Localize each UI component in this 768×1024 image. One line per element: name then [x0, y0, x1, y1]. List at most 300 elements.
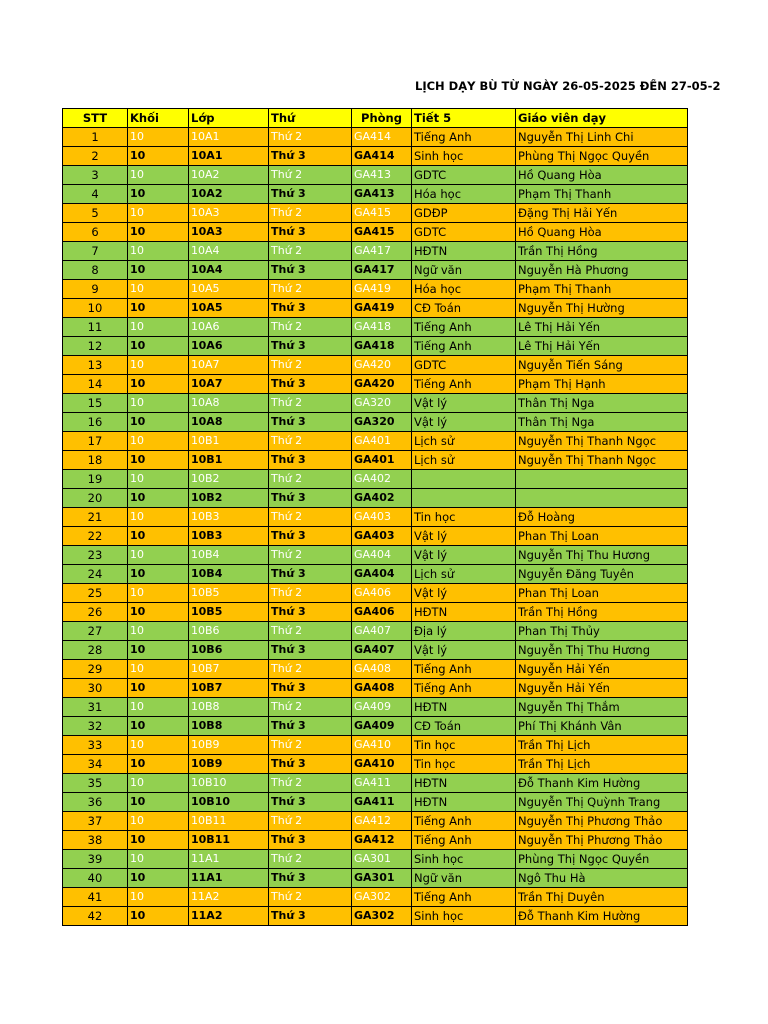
table-row [63, 432, 688, 451]
lop-cell: 11A1 [189, 850, 269, 869]
stt-cell: 37 [63, 812, 128, 831]
table-row [63, 128, 688, 147]
giao-vien-cell: Nguyễn Thị Thu Hương [516, 546, 688, 565]
thu-cell: Thứ 3 [269, 641, 352, 660]
tiet-cell: HĐTN [412, 603, 516, 622]
tiet-cell: Sinh học [412, 907, 516, 926]
phong-cell: GA410 [352, 755, 412, 774]
khoi-cell: 10 [128, 565, 189, 584]
thu-cell: Thứ 3 [269, 793, 352, 812]
khoi-cell: 10 [128, 527, 189, 546]
phong-cell: GA302 [352, 907, 412, 926]
tiet-cell: GDTC [412, 166, 516, 185]
phong-cell: GA301 [352, 850, 412, 869]
lop-cell: 10A4 [189, 261, 269, 280]
tiet-cell: Tiếng Anh [412, 812, 516, 831]
lop-cell: 10B11 [189, 812, 269, 831]
khoi-cell: 10 [128, 337, 189, 356]
stt-cell: 2 [63, 147, 128, 166]
khoi-cell: 10 [128, 166, 189, 185]
thu-cell: Thứ 3 [269, 223, 352, 242]
thu-cell: Thứ 3 [269, 451, 352, 470]
tiet-cell: Tiếng Anh [412, 375, 516, 394]
tiet-cell: Tiếng Anh [412, 679, 516, 698]
lop-cell: 10B9 [189, 755, 269, 774]
lop-cell: 10A5 [189, 280, 269, 299]
phong-cell: GA320 [352, 413, 412, 432]
lop-cell: 10A7 [189, 375, 269, 394]
tiet-cell: Tiếng Anh [412, 888, 516, 907]
table-row [63, 394, 688, 413]
stt-cell: 3 [63, 166, 128, 185]
table-row [63, 850, 688, 869]
tiet-cell: Sinh học [412, 850, 516, 869]
tiet-cell: Lịch sử [412, 432, 516, 451]
table-row [63, 451, 688, 470]
header-stt: STT [63, 109, 128, 128]
phong-cell: GA402 [352, 470, 412, 489]
table-row [63, 660, 688, 679]
page-title: LỊCH DẠY BÙ TỪ NGÀY 26-05-2025 ĐẾN 27-05-2 [415, 79, 721, 93]
table-header-row [63, 109, 688, 128]
khoi-cell: 10 [128, 261, 189, 280]
lop-cell: 11A2 [189, 888, 269, 907]
khoi-cell: 10 [128, 413, 189, 432]
table-row [63, 755, 688, 774]
lop-cell: 11A2 [189, 907, 269, 926]
table-row [63, 318, 688, 337]
tiet-cell: CĐ Toán [412, 717, 516, 736]
phong-cell: GA413 [352, 185, 412, 204]
phong-cell: GA411 [352, 774, 412, 793]
lop-cell: 10B10 [189, 774, 269, 793]
stt-cell: 13 [63, 356, 128, 375]
thu-cell: Thứ 3 [269, 717, 352, 736]
tiet-cell: Sinh học [412, 147, 516, 166]
table-row [63, 869, 688, 888]
table-row [63, 546, 688, 565]
lop-cell: 10B2 [189, 489, 269, 508]
stt-cell: 11 [63, 318, 128, 337]
lop-cell: 10A6 [189, 318, 269, 337]
thu-cell: Thứ 2 [269, 128, 352, 147]
thu-cell: Thứ 3 [269, 679, 352, 698]
giao-vien-cell: Phạm Thị Hạnh [516, 375, 688, 394]
phong-cell: GA420 [352, 356, 412, 375]
khoi-cell: 10 [128, 641, 189, 660]
phong-cell: GA402 [352, 489, 412, 508]
tiet-cell: Tin học [412, 755, 516, 774]
thu-cell: Thứ 2 [269, 698, 352, 717]
table-row [63, 774, 688, 793]
lop-cell: 10A4 [189, 242, 269, 261]
tiet-cell: Địa lý [412, 622, 516, 641]
thu-cell: Thứ 3 [269, 907, 352, 926]
khoi-cell: 10 [128, 907, 189, 926]
lop-cell: 10A2 [189, 185, 269, 204]
table-row [63, 565, 688, 584]
khoi-cell: 10 [128, 660, 189, 679]
khoi-cell: 10 [128, 280, 189, 299]
khoi-cell: 10 [128, 394, 189, 413]
phong-cell: GA411 [352, 793, 412, 812]
tiet-cell: Tiếng Anh [412, 831, 516, 850]
giao-vien-cell: Đỗ Hoàng [516, 508, 688, 527]
lop-cell: 11A1 [189, 869, 269, 888]
phong-cell: GA407 [352, 622, 412, 641]
khoi-cell: 10 [128, 546, 189, 565]
lop-cell: 10A3 [189, 204, 269, 223]
thu-cell: Thứ 3 [269, 375, 352, 394]
lop-cell: 10B7 [189, 679, 269, 698]
table-row [63, 527, 688, 546]
lop-cell: 10B2 [189, 470, 269, 489]
khoi-cell: 10 [128, 128, 189, 147]
stt-cell: 26 [63, 603, 128, 622]
table-row [63, 907, 688, 926]
thu-cell: Thứ 2 [269, 470, 352, 489]
lop-cell: 10B6 [189, 622, 269, 641]
phong-cell: GA417 [352, 261, 412, 280]
stt-cell: 18 [63, 451, 128, 470]
stt-cell: 39 [63, 850, 128, 869]
thu-cell: Thứ 2 [269, 622, 352, 641]
giao-vien-cell [516, 470, 688, 489]
giao-vien-cell: Đặng Thị Hải Yến [516, 204, 688, 223]
phong-cell: GA320 [352, 394, 412, 413]
phong-cell: GA302 [352, 888, 412, 907]
tiet-cell: GDTC [412, 223, 516, 242]
thu-cell: Thứ 3 [269, 755, 352, 774]
giao-vien-cell: Nguyễn Thị Thanh Ngọc [516, 451, 688, 470]
table-row [63, 223, 688, 242]
phong-cell: GA417 [352, 242, 412, 261]
table-row [63, 888, 688, 907]
phong-cell: GA401 [352, 451, 412, 470]
khoi-cell: 10 [128, 812, 189, 831]
phong-cell: GA408 [352, 679, 412, 698]
table-row [63, 736, 688, 755]
stt-cell: 12 [63, 337, 128, 356]
stt-cell: 19 [63, 470, 128, 489]
tiet-cell: Lịch sử [412, 451, 516, 470]
table-row [63, 622, 688, 641]
giao-vien-cell: Phan Thị Loan [516, 584, 688, 603]
khoi-cell: 10 [128, 451, 189, 470]
tiet-cell: Vật lý [412, 394, 516, 413]
khoi-cell: 10 [128, 223, 189, 242]
khoi-cell: 10 [128, 717, 189, 736]
thu-cell: Thứ 3 [269, 565, 352, 584]
stt-cell: 29 [63, 660, 128, 679]
table-row [63, 242, 688, 261]
khoi-cell: 10 [128, 679, 189, 698]
table-row [63, 508, 688, 527]
giao-vien-cell: Nguyễn Thị Hường [516, 299, 688, 318]
giao-vien-cell: Nguyễn Hà Phương [516, 261, 688, 280]
stt-cell: 27 [63, 622, 128, 641]
thu-cell: Thứ 3 [269, 337, 352, 356]
giao-vien-cell: Nguyễn Thị Phương Thảo [516, 831, 688, 850]
table-row [63, 299, 688, 318]
thu-cell: Thứ 3 [269, 869, 352, 888]
tiet-cell: Tiếng Anh [412, 318, 516, 337]
stt-cell: 20 [63, 489, 128, 508]
khoi-cell: 10 [128, 793, 189, 812]
giao-vien-cell: Nguyễn Tiến Sáng [516, 356, 688, 375]
stt-cell: 31 [63, 698, 128, 717]
tiet-cell: Tiếng Anh [412, 337, 516, 356]
table-row [63, 793, 688, 812]
thu-cell: Thứ 2 [269, 812, 352, 831]
lop-cell: 10A6 [189, 337, 269, 356]
tiet-cell: Tin học [412, 736, 516, 755]
table-row [63, 185, 688, 204]
tiet-cell: Ngữ văn [412, 869, 516, 888]
table-row [63, 717, 688, 736]
lop-cell: 10B5 [189, 584, 269, 603]
phong-cell: GA404 [352, 565, 412, 584]
stt-cell: 6 [63, 223, 128, 242]
lop-cell: 10A1 [189, 147, 269, 166]
table-row [63, 470, 688, 489]
table-row [63, 831, 688, 850]
phong-cell: GA410 [352, 736, 412, 755]
khoi-cell: 10 [128, 508, 189, 527]
phong-cell: GA419 [352, 280, 412, 299]
phong-cell: GA409 [352, 717, 412, 736]
table-row [63, 337, 688, 356]
lop-cell: 10B1 [189, 451, 269, 470]
giao-vien-cell: Phan Thị Loan [516, 527, 688, 546]
lop-cell: 10A8 [189, 394, 269, 413]
phong-cell: GA418 [352, 337, 412, 356]
phong-cell: GA415 [352, 223, 412, 242]
lop-cell: 10B10 [189, 793, 269, 812]
stt-cell: 28 [63, 641, 128, 660]
lop-cell: 10A1 [189, 128, 269, 147]
tiet-cell: Ngữ văn [412, 261, 516, 280]
giao-vien-cell [516, 489, 688, 508]
thu-cell: Thứ 3 [269, 299, 352, 318]
schedule-table [62, 108, 688, 926]
giao-vien-cell: Trần Thị Hồng [516, 603, 688, 622]
table-row [63, 641, 688, 660]
thu-cell: Thứ 2 [269, 356, 352, 375]
tiet-cell [412, 489, 516, 508]
giao-vien-cell: Nguyễn Đăng Tuyên [516, 565, 688, 584]
thu-cell: Thứ 2 [269, 584, 352, 603]
thu-cell: Thứ 2 [269, 432, 352, 451]
tiet-cell: Hóa học [412, 185, 516, 204]
giao-vien-cell: Phí Thị Khánh Vân [516, 717, 688, 736]
table-row [63, 584, 688, 603]
table-row [63, 280, 688, 299]
phong-cell: GA404 [352, 546, 412, 565]
khoi-cell: 10 [128, 584, 189, 603]
stt-cell: 4 [63, 185, 128, 204]
giao-vien-cell: Trần Thị Hồng [516, 242, 688, 261]
tiet-cell: Hóa học [412, 280, 516, 299]
stt-cell: 33 [63, 736, 128, 755]
phong-cell: GA419 [352, 299, 412, 318]
khoi-cell: 10 [128, 318, 189, 337]
khoi-cell: 10 [128, 470, 189, 489]
giao-vien-cell: Nguyễn Thị Phương Thảo [516, 812, 688, 831]
thu-cell: Thứ 3 [269, 527, 352, 546]
table-row [63, 147, 688, 166]
stt-cell: 22 [63, 527, 128, 546]
stt-cell: 17 [63, 432, 128, 451]
table-row [63, 375, 688, 394]
stt-cell: 38 [63, 831, 128, 850]
thu-cell: Thứ 3 [269, 147, 352, 166]
giao-vien-cell: Lê Thị Hải Yến [516, 337, 688, 356]
khoi-cell: 10 [128, 204, 189, 223]
tiet-cell: Vật lý [412, 413, 516, 432]
lop-cell: 10B8 [189, 698, 269, 717]
phong-cell: GA414 [352, 147, 412, 166]
thu-cell: Thứ 3 [269, 185, 352, 204]
stt-cell: 24 [63, 565, 128, 584]
lop-cell: 10B7 [189, 660, 269, 679]
khoi-cell: 10 [128, 622, 189, 641]
giao-vien-cell: Phùng Thị Ngọc Quyền [516, 147, 688, 166]
phong-cell: GA413 [352, 166, 412, 185]
stt-cell: 32 [63, 717, 128, 736]
thu-cell: Thứ 3 [269, 603, 352, 622]
table-row [63, 679, 688, 698]
thu-cell: Thứ 2 [269, 280, 352, 299]
stt-cell: 36 [63, 793, 128, 812]
tiet-cell: Tiếng Anh [412, 660, 516, 679]
thu-cell: Thứ 2 [269, 394, 352, 413]
khoi-cell: 10 [128, 755, 189, 774]
khoi-cell: 10 [128, 147, 189, 166]
lop-cell: 10B9 [189, 736, 269, 755]
giao-vien-cell: Đỗ Thanh Kim Hường [516, 907, 688, 926]
khoi-cell: 10 [128, 242, 189, 261]
thu-cell: Thứ 2 [269, 318, 352, 337]
thu-cell: Thứ 2 [269, 166, 352, 185]
header-thu: Thứ [269, 109, 352, 128]
stt-cell: 10 [63, 299, 128, 318]
stt-cell: 7 [63, 242, 128, 261]
table-row [63, 356, 688, 375]
phong-cell: GA403 [352, 508, 412, 527]
stt-cell: 15 [63, 394, 128, 413]
stt-cell: 34 [63, 755, 128, 774]
tiet-cell: HĐTN [412, 242, 516, 261]
tiet-cell: Vật lý [412, 527, 516, 546]
giao-vien-cell: Nguyễn Hải Yến [516, 679, 688, 698]
thu-cell: Thứ 3 [269, 261, 352, 280]
phong-cell: GA418 [352, 318, 412, 337]
giao-vien-cell: Ngô Thu Hà [516, 869, 688, 888]
thu-cell: Thứ 3 [269, 831, 352, 850]
lop-cell: 10B1 [189, 432, 269, 451]
table-row [63, 261, 688, 280]
thu-cell: Thứ 2 [269, 888, 352, 907]
giao-vien-cell: Nguyễn Hải Yến [516, 660, 688, 679]
table-row [63, 489, 688, 508]
khoi-cell: 10 [128, 831, 189, 850]
khoi-cell: 10 [128, 375, 189, 394]
lop-cell: 10B4 [189, 565, 269, 584]
table-row [63, 413, 688, 432]
phong-cell: GA301 [352, 869, 412, 888]
phong-cell: GA401 [352, 432, 412, 451]
lop-cell: 10B3 [189, 508, 269, 527]
header-tiet5: Tiết 5 [412, 109, 516, 128]
lop-cell: 10A2 [189, 166, 269, 185]
khoi-cell: 10 [128, 299, 189, 318]
tiet-cell: Vật lý [412, 641, 516, 660]
phong-cell: GA415 [352, 204, 412, 223]
giao-vien-cell: Phạm Thị Thanh [516, 185, 688, 204]
header-lop: Lớp [189, 109, 269, 128]
giao-vien-cell: Nguyễn Thị Thu Hương [516, 641, 688, 660]
thu-cell: Thứ 2 [269, 508, 352, 527]
khoi-cell: 10 [128, 356, 189, 375]
tiet-cell: Lịch sử [412, 565, 516, 584]
giao-vien-cell: Nguyễn Thị Linh Chi [516, 128, 688, 147]
thu-cell: Thứ 2 [269, 660, 352, 679]
khoi-cell: 10 [128, 888, 189, 907]
phong-cell: GA412 [352, 812, 412, 831]
phong-cell: GA420 [352, 375, 412, 394]
header-khoi: Khối [128, 109, 189, 128]
thu-cell: Thứ 2 [269, 204, 352, 223]
lop-cell: 10A8 [189, 413, 269, 432]
tiet-cell: Tiếng Anh [412, 128, 516, 147]
khoi-cell: 10 [128, 774, 189, 793]
phong-cell: GA408 [352, 660, 412, 679]
thu-cell: Thứ 2 [269, 546, 352, 565]
giao-vien-cell: Phạm Thị Thanh [516, 280, 688, 299]
thu-cell: Thứ 2 [269, 850, 352, 869]
lop-cell: 10B4 [189, 546, 269, 565]
thu-cell: Thứ 2 [269, 774, 352, 793]
khoi-cell: 10 [128, 603, 189, 622]
khoi-cell: 10 [128, 736, 189, 755]
lop-cell: 10B3 [189, 527, 269, 546]
giao-vien-cell: Phan Thị Thủy [516, 622, 688, 641]
stt-cell: 16 [63, 413, 128, 432]
giao-vien-cell: Lê Thị Hải Yến [516, 318, 688, 337]
tiet-cell [412, 470, 516, 489]
tiet-cell: CĐ Toán [412, 299, 516, 318]
giao-vien-cell: Trần Thị Lịch [516, 755, 688, 774]
khoi-cell: 10 [128, 869, 189, 888]
giao-vien-cell: Hồ Quang Hòa [516, 166, 688, 185]
table-row [63, 603, 688, 622]
lop-cell: 10B5 [189, 603, 269, 622]
lop-cell: 10B8 [189, 717, 269, 736]
tiet-cell: HĐTN [412, 793, 516, 812]
phong-cell: GA406 [352, 584, 412, 603]
lop-cell: 10A7 [189, 356, 269, 375]
phong-cell: GA406 [352, 603, 412, 622]
khoi-cell: 10 [128, 185, 189, 204]
stt-cell: 21 [63, 508, 128, 527]
khoi-cell: 10 [128, 489, 189, 508]
lop-cell: 10A3 [189, 223, 269, 242]
table-row [63, 166, 688, 185]
giao-vien-cell: Phùng Thị Ngọc Quyền [516, 850, 688, 869]
header-giao-vien: Giáo viên dạy [516, 109, 688, 128]
giao-vien-cell: Hồ Quang Hòa [516, 223, 688, 242]
